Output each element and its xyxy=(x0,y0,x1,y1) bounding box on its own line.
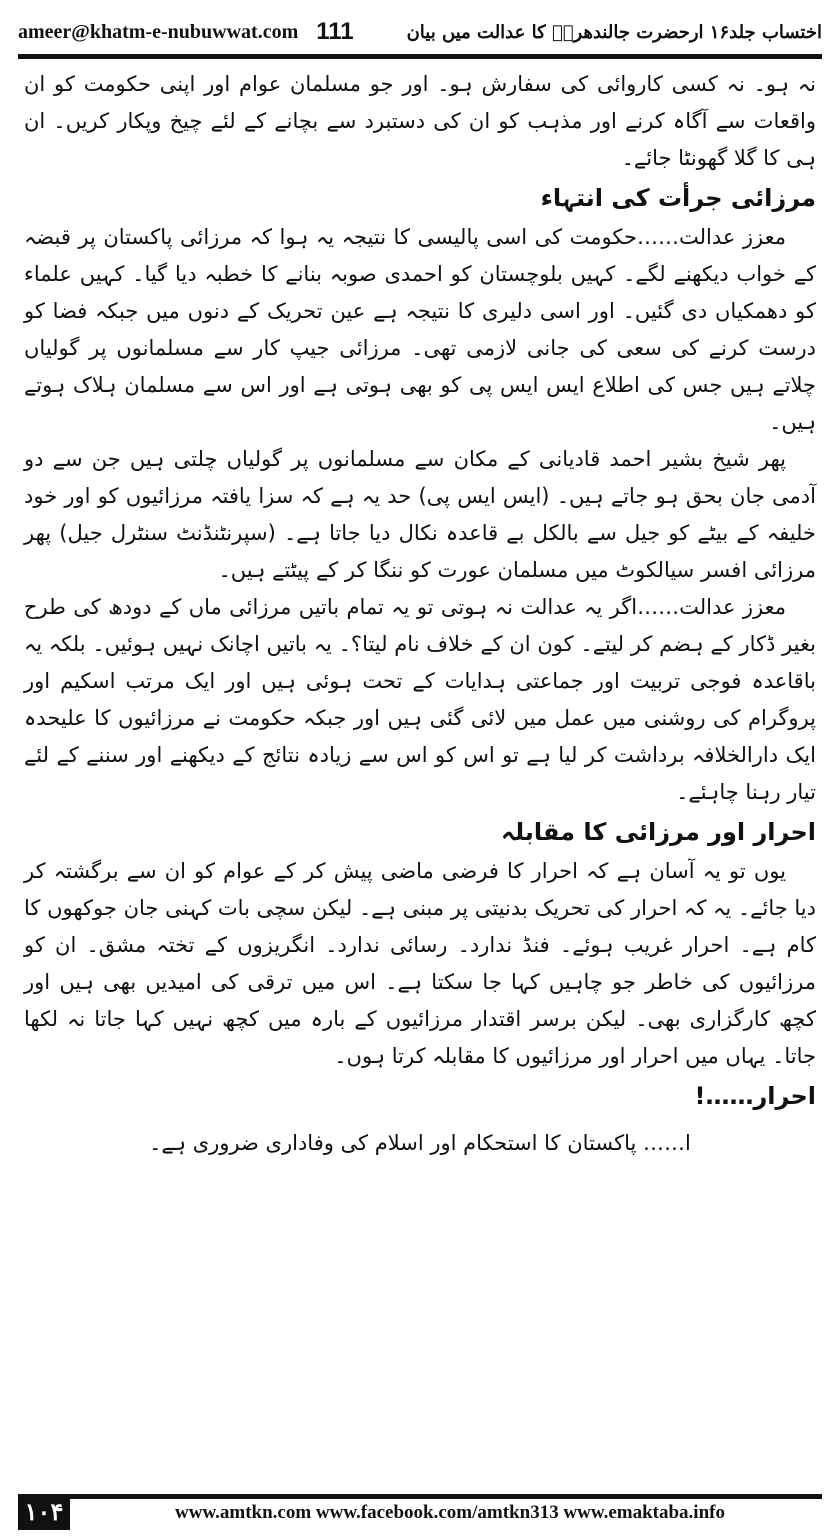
paragraph-2: معزز عدالت……حکومت کی اسی پالیسی کا نتیجہ یہ ہوا کہ مرزائی پاکستان پر قبضہ کے خواب دیکھنے لگے۔ کہیں بلوچستان کو احمدی صوبہ بنانے کا خطبہ دیا گیا۔ کہیں علماء کو دھمکیاں دی گئیں۔ اور اسی دلیری کا نتیجہ ہے عین تحریک کے دنوں میں جبکہ فضا کو درست کرنے کی سعی کی جانی لازمی تھی۔ مرزائی جیپ کار سے مسلمانوں پر گولیاں چلاتے ہیں جس کی اطلاع ایس ایس پی کو بھی ہوتی ہے اور اس سے مسلمان ہلاک ہوتے ہیں۔ xyxy=(24,225,816,434)
header-rule xyxy=(18,54,822,59)
paragraph-5: یوں تو یہ آسان ہے کہ احرار کا فرضی ماضی پیش کر کے عوام کو ان سے برگشتہ کر دیا جائے۔ یہ کہ احرار کی تحریک بدنیتی پر مبنی ہے۔ لیکن سچی بات کہنی جان جوکھوں کا کام ہے۔ احرار غریب ہوئے۔ فنڈ ندارد۔ رسائی ندارد۔ انگریزوں کے تختہ مشق۔ ان کو مرزائیوں کی خاطر جو چاہیں کہا جا سکتا ہے۔ اس میں ترقی کی امیدیں بھی ہیں اور کچھ کارگزاری بھی۔ لیکن برسر اقتدار مرزائیوں کے بارہ میں کچھ نہیں کہا جاتا نہ لکھا جاتا۔ یہاں میں احرار اور مرزائیوں کا مقابلہ کرتا ہوں۔ xyxy=(24,859,816,1068)
running-head: اختساب جلد۱۶ ارحضرت جالندھریؒ کا عدالت میں بیان xyxy=(406,21,822,43)
footer-page-number: ۱۰۴ xyxy=(18,1494,70,1530)
paragraph-4: معزز عدالت……اگر یہ عدالت نہ ہوتی تو یہ تمام باتیں مرزائی ماں کے دودھ کی طرح بغیر ڈکار کے ہضم کر لیتے۔ کون ان کے خلاف نام لیتا؟۔ یہ باتیں اچانک نہیں ہوئیں۔ بلکہ یہ باقاعدہ فوجی تربیت اور جماعتی ہدایات کے تحت ہوئی ہیں اور ایک مرتب اسکیم اور پروگرام کی روشنی میں عمل میں لائی گئی ہیں اور جبکہ حکومت نے مرزائیوں کا علیحدہ ایک دارالخلافہ برداشت کر لیا ہے تو اس کو اس سے زیادہ نتائج کے دیکھنے اور سننے کے لئے تیار رہنا چاہئے۔ xyxy=(24,595,816,804)
page-header xyxy=(18,14,822,50)
body-text xyxy=(24,66,816,1162)
paragraph-3: پھر شیخ بشیر احمد قادیانی کے مکان سے مسلمانوں پر گولیاں چلتی ہیں جن سے دو آدمی جان بحق ہو جاتے ہیں۔ (ایس ایس پی) حد یہ ہے کہ سزا یافتہ مرزائیوں کو اور خود خلیفہ کے بیٹے کو جیل سے بالکل بے قاعدہ نکال دیا جاتا ہے۔ (سپرنٹنڈنٹ سنٹرل جیل) پھر مرزائی افسر سیالکوٹ میں مسلمان عورت کو ننگا کر کے پیٹتے ہیں۔ xyxy=(24,447,816,582)
section-heading-3: احرار……! xyxy=(694,1082,816,1110)
section-heading-1: مرزائی جرأت کی انتہاء xyxy=(540,184,816,212)
header-left xyxy=(18,18,372,46)
header-email: ameer@khatm-e-nubuwwat.com xyxy=(18,20,299,43)
list-item-1: ا…… پاکستان کا استحکام اور اسلام کی وفاداری ضروری ہے۔ xyxy=(149,1131,691,1155)
footer-links: www.amtkn.com www.facebook.com/amtkn313 www.emaktaba.info xyxy=(175,1502,725,1523)
header-page-number: 111 xyxy=(316,18,354,45)
footer-rule xyxy=(70,1494,822,1499)
paragraph-1: نہ ہو۔ نہ کسی کاروائی کی سفارش ہو۔ اور جو مسلمان عوام اور اپنی حکومت کو ان واقعات سے آگاہ کرنے اور مذہب کو ان کی دستبرد سے بچانے کے لئے چیخ وپکار کریں۔ ان ہی کا گلا گھونٹا جائے۔ xyxy=(24,72,816,170)
page-footer xyxy=(18,1494,822,1532)
section-heading-2: احرار اور مرزائی کا مقابلہ xyxy=(501,818,816,846)
